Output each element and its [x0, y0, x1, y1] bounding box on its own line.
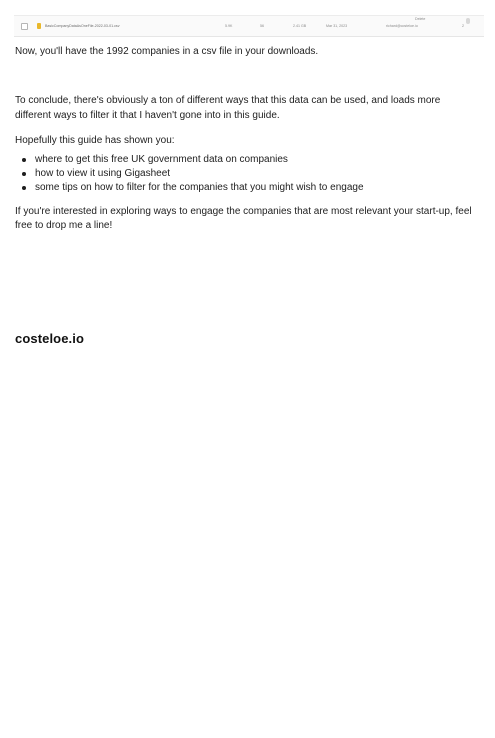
list-item: how to view it using Gigasheet: [35, 167, 475, 181]
summary-intro-paragraph: Hopefully this guide has shown you:: [15, 135, 175, 147]
file-name[interactable]: BasicCompanyDataAsOneFile-2022-03-01.csv: [45, 24, 120, 28]
conclusion-paragraph: To conclude, there's obviously a ton of different ways that this data can be used, and loads more different ways to filter it that I haven't gone into in this guide.: [15, 95, 441, 121]
file-owner: richard@costeloe.io: [386, 24, 418, 28]
file-size: 5.9K: [225, 24, 233, 28]
file-list-screenshot: [14, 15, 484, 37]
list-item: where to get this free UK government data on companies: [35, 153, 475, 167]
list-item: some tips on how to filter for the companies that you might wish to engage: [35, 181, 475, 195]
summary-list: [15, 153, 475, 195]
site-brand[interactable]: costeloe.io: [15, 331, 85, 346]
file-icon: [37, 23, 41, 29]
file-rows: 2.41 GB: [293, 24, 307, 28]
scrollbar-thumb[interactable]: [466, 18, 470, 24]
delete-menu-label: Delete: [415, 17, 426, 21]
file-date: Mar 31, 2023: [326, 24, 348, 28]
downloads-paragraph: Now, you'll have the 1992 companies in a csv file in your downloads.: [15, 46, 319, 57]
delete-menu-item[interactable]: [410, 17, 425, 21]
file-shared-count: 2: [462, 24, 464, 28]
file-columns: 56: [260, 24, 264, 28]
closing-paragraph: If you're interested in exploring ways to engage the companies that are most relevant your start-up, feel free to drop me a line!: [15, 205, 472, 232]
article-body: [15, 45, 475, 233]
row-checkbox[interactable]: [21, 23, 28, 30]
